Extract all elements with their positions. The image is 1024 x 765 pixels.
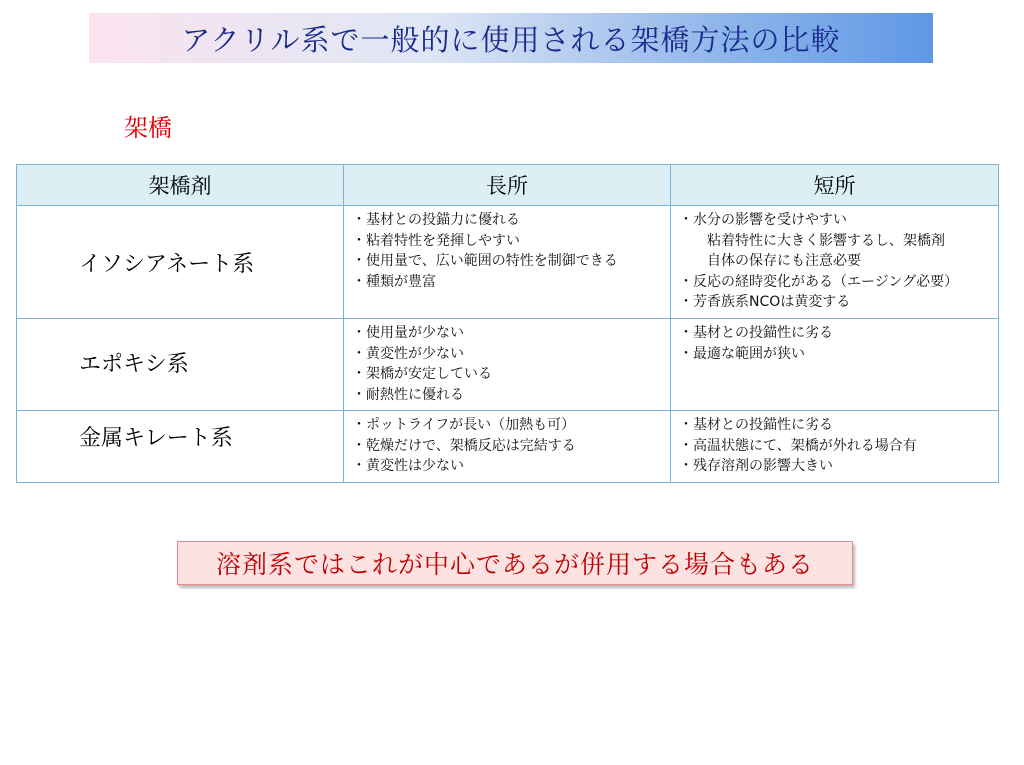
pros-item: ・黄変性は少ない	[352, 458, 464, 474]
row-name: 金属キレート系	[17, 411, 344, 483]
cons-item: 粘着特性に大きく影響するし、架橋剤	[707, 232, 945, 249]
pros-item: ・粘着特性を発揮しやすい	[352, 232, 520, 249]
callout-text: 溶剤系ではこれが中心であるが併用する場合もある	[215, 550, 814, 579]
pros-item: ・架橋が安定している	[352, 366, 492, 382]
cons-item: ・反応の経時変化がある（エージング必要）	[679, 273, 959, 290]
cons-item: ・高温状態にて、架橋が外れる場合有	[679, 437, 917, 454]
pros-item: ・基材との投錨力に優れる	[352, 212, 520, 228]
pros-item: ・乾燥だけで、架橋反応は完結する	[352, 437, 576, 454]
pros-cell	[344, 206, 671, 319]
header-pros: 長所	[344, 165, 671, 206]
title-banner	[89, 13, 933, 63]
cons-cell	[671, 206, 999, 319]
cons-item: ・基材との投錨性に劣る	[679, 417, 833, 433]
pros-item: ・使用量が少ない	[352, 325, 464, 341]
table-header-row	[17, 165, 999, 206]
pros-cell	[344, 411, 671, 483]
pros-item: ・種類が豊富	[352, 273, 436, 290]
pros-item: ・耐熱性に優れる	[352, 386, 464, 403]
pros-item: ・ポットライフが長い（加熱も可）	[352, 417, 576, 433]
pros-item: ・使用量で、広い範囲の特性を制御できる	[352, 253, 618, 269]
cons-cell	[671, 411, 999, 483]
table-row	[17, 319, 999, 411]
cons-item: ・水分の影響を受けやすい	[679, 212, 847, 228]
pros-cell	[344, 319, 671, 411]
table-row	[17, 206, 999, 319]
page-title: アクリル系で一般的に使用される架橋方法の比較	[181, 22, 841, 57]
summary-callout	[177, 541, 853, 585]
pros-item: ・黄変性が少ない	[352, 345, 464, 362]
cons-item: ・芳香族系NCOは黄変する	[679, 294, 851, 310]
row-name: イソシアネート系	[17, 206, 344, 319]
header-cons: 短所	[671, 165, 999, 206]
row-name: エポキシ系	[17, 319, 344, 411]
section-label: 架橋	[124, 114, 172, 142]
cons-item: 自体の保存にも注意必要	[707, 253, 861, 269]
header-crosslinker: 架橋剤	[17, 165, 344, 206]
cons-item: ・最適な範囲が狭い	[679, 345, 805, 362]
cons-item: ・基材との投錨性に劣る	[679, 325, 833, 341]
cons-item: ・残存溶剤の影響大きい	[679, 458, 833, 474]
comparison-table	[16, 164, 999, 483]
cons-cell	[671, 319, 999, 411]
table-row	[17, 411, 999, 483]
